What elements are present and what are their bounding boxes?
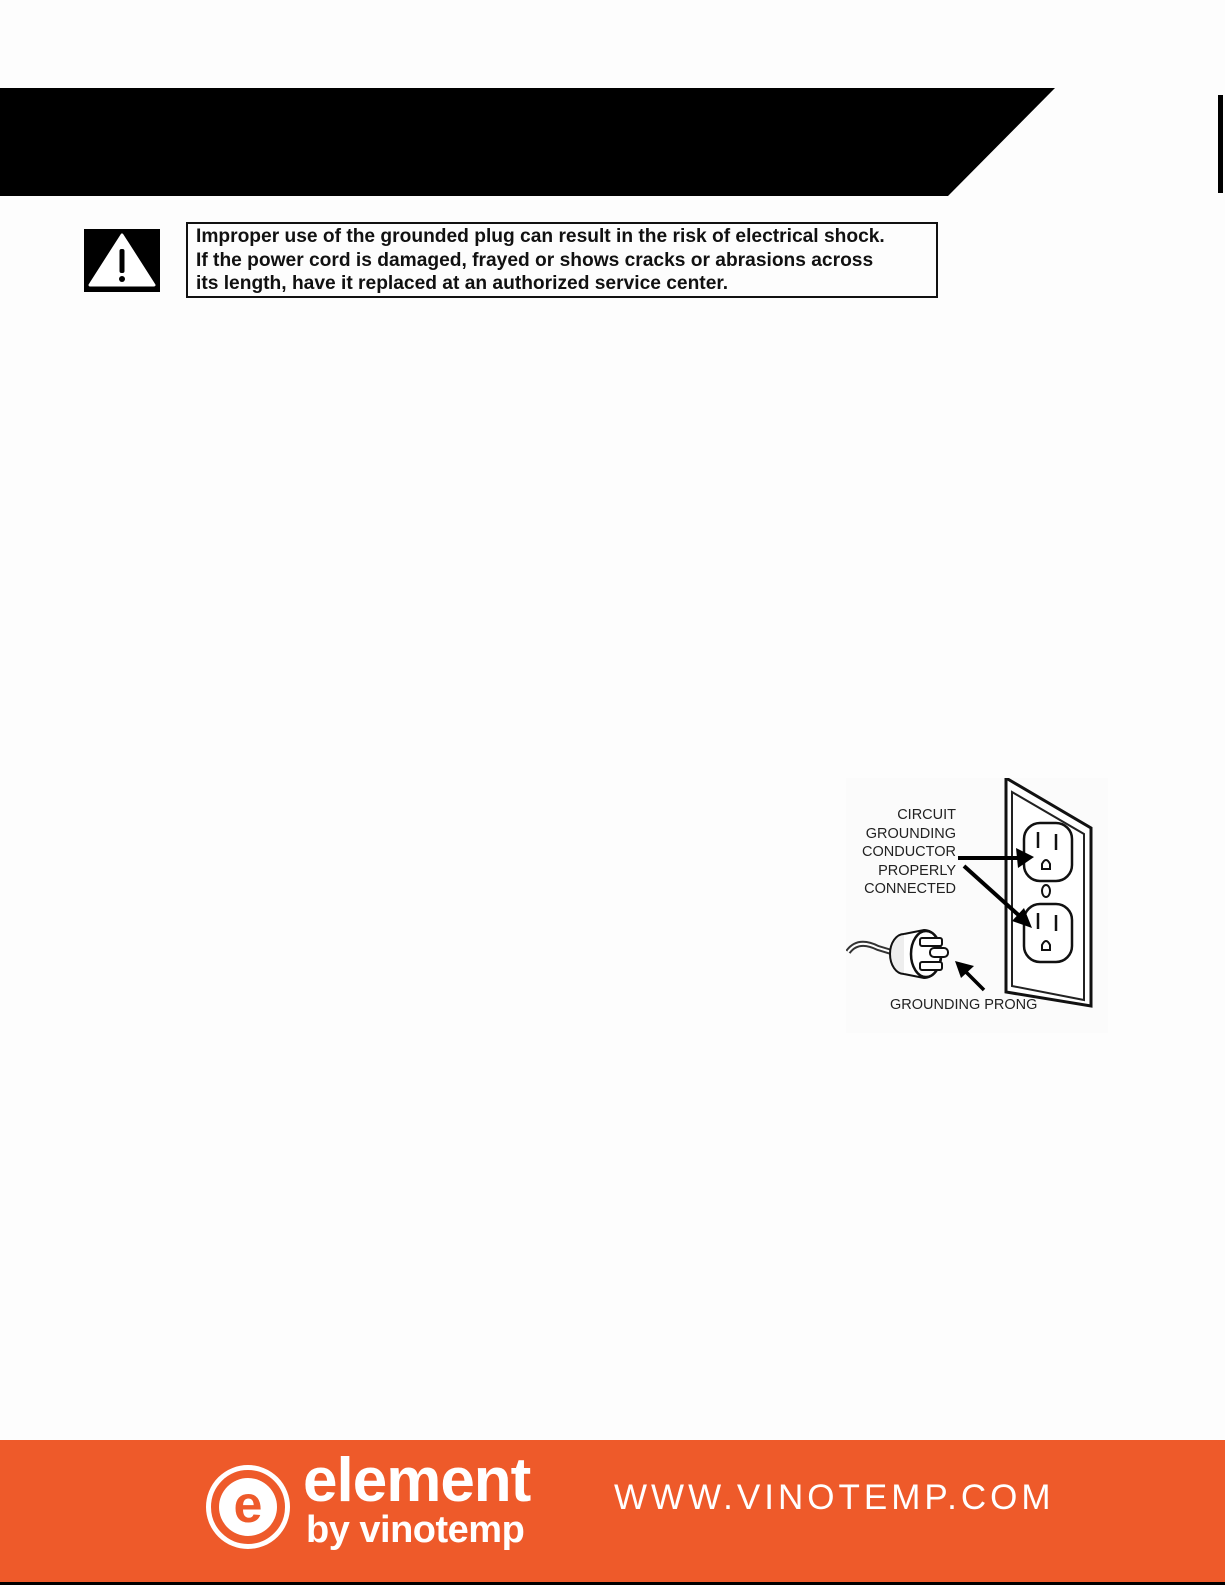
brand-name: element bbox=[303, 1446, 531, 1515]
warning-line: Improper use of the grounded plug can result in the risk of electrical shock. bbox=[196, 226, 885, 247]
figure-label-line: CONNECTED bbox=[864, 881, 956, 897]
figure-label-line: CONDUCTOR bbox=[862, 844, 956, 860]
figure-label-line: GROUNDING bbox=[865, 825, 956, 842]
warning-line: If the power cord is damaged, frayed or shows cracks or abrasions across bbox=[196, 249, 874, 271]
logo-letter: e bbox=[219, 1478, 277, 1536]
grounding-prong-label: GROUNDING PRONG bbox=[890, 997, 1038, 1013]
footer-band bbox=[0, 1440, 1225, 1585]
brand-subtitle: by vinotemp bbox=[306, 1509, 525, 1551]
figure-callout-label bbox=[862, 806, 956, 899]
website-link[interactable]: WWW.VINOTEMP.COM bbox=[614, 1478, 1055, 1517]
page-edge-line bbox=[1218, 95, 1223, 193]
header-band bbox=[0, 88, 1225, 196]
warning-line: its length, have it replaced at an authorized service center. bbox=[196, 273, 729, 294]
brand-logo-icon bbox=[206, 1465, 290, 1549]
warning-box bbox=[186, 222, 938, 298]
figure-label-line: PROPERLY bbox=[878, 862, 956, 879]
grounded-outlet-figure bbox=[846, 778, 1108, 1033]
warning-icon bbox=[84, 229, 160, 292]
figure-label-line: CIRCUIT bbox=[897, 807, 956, 823]
